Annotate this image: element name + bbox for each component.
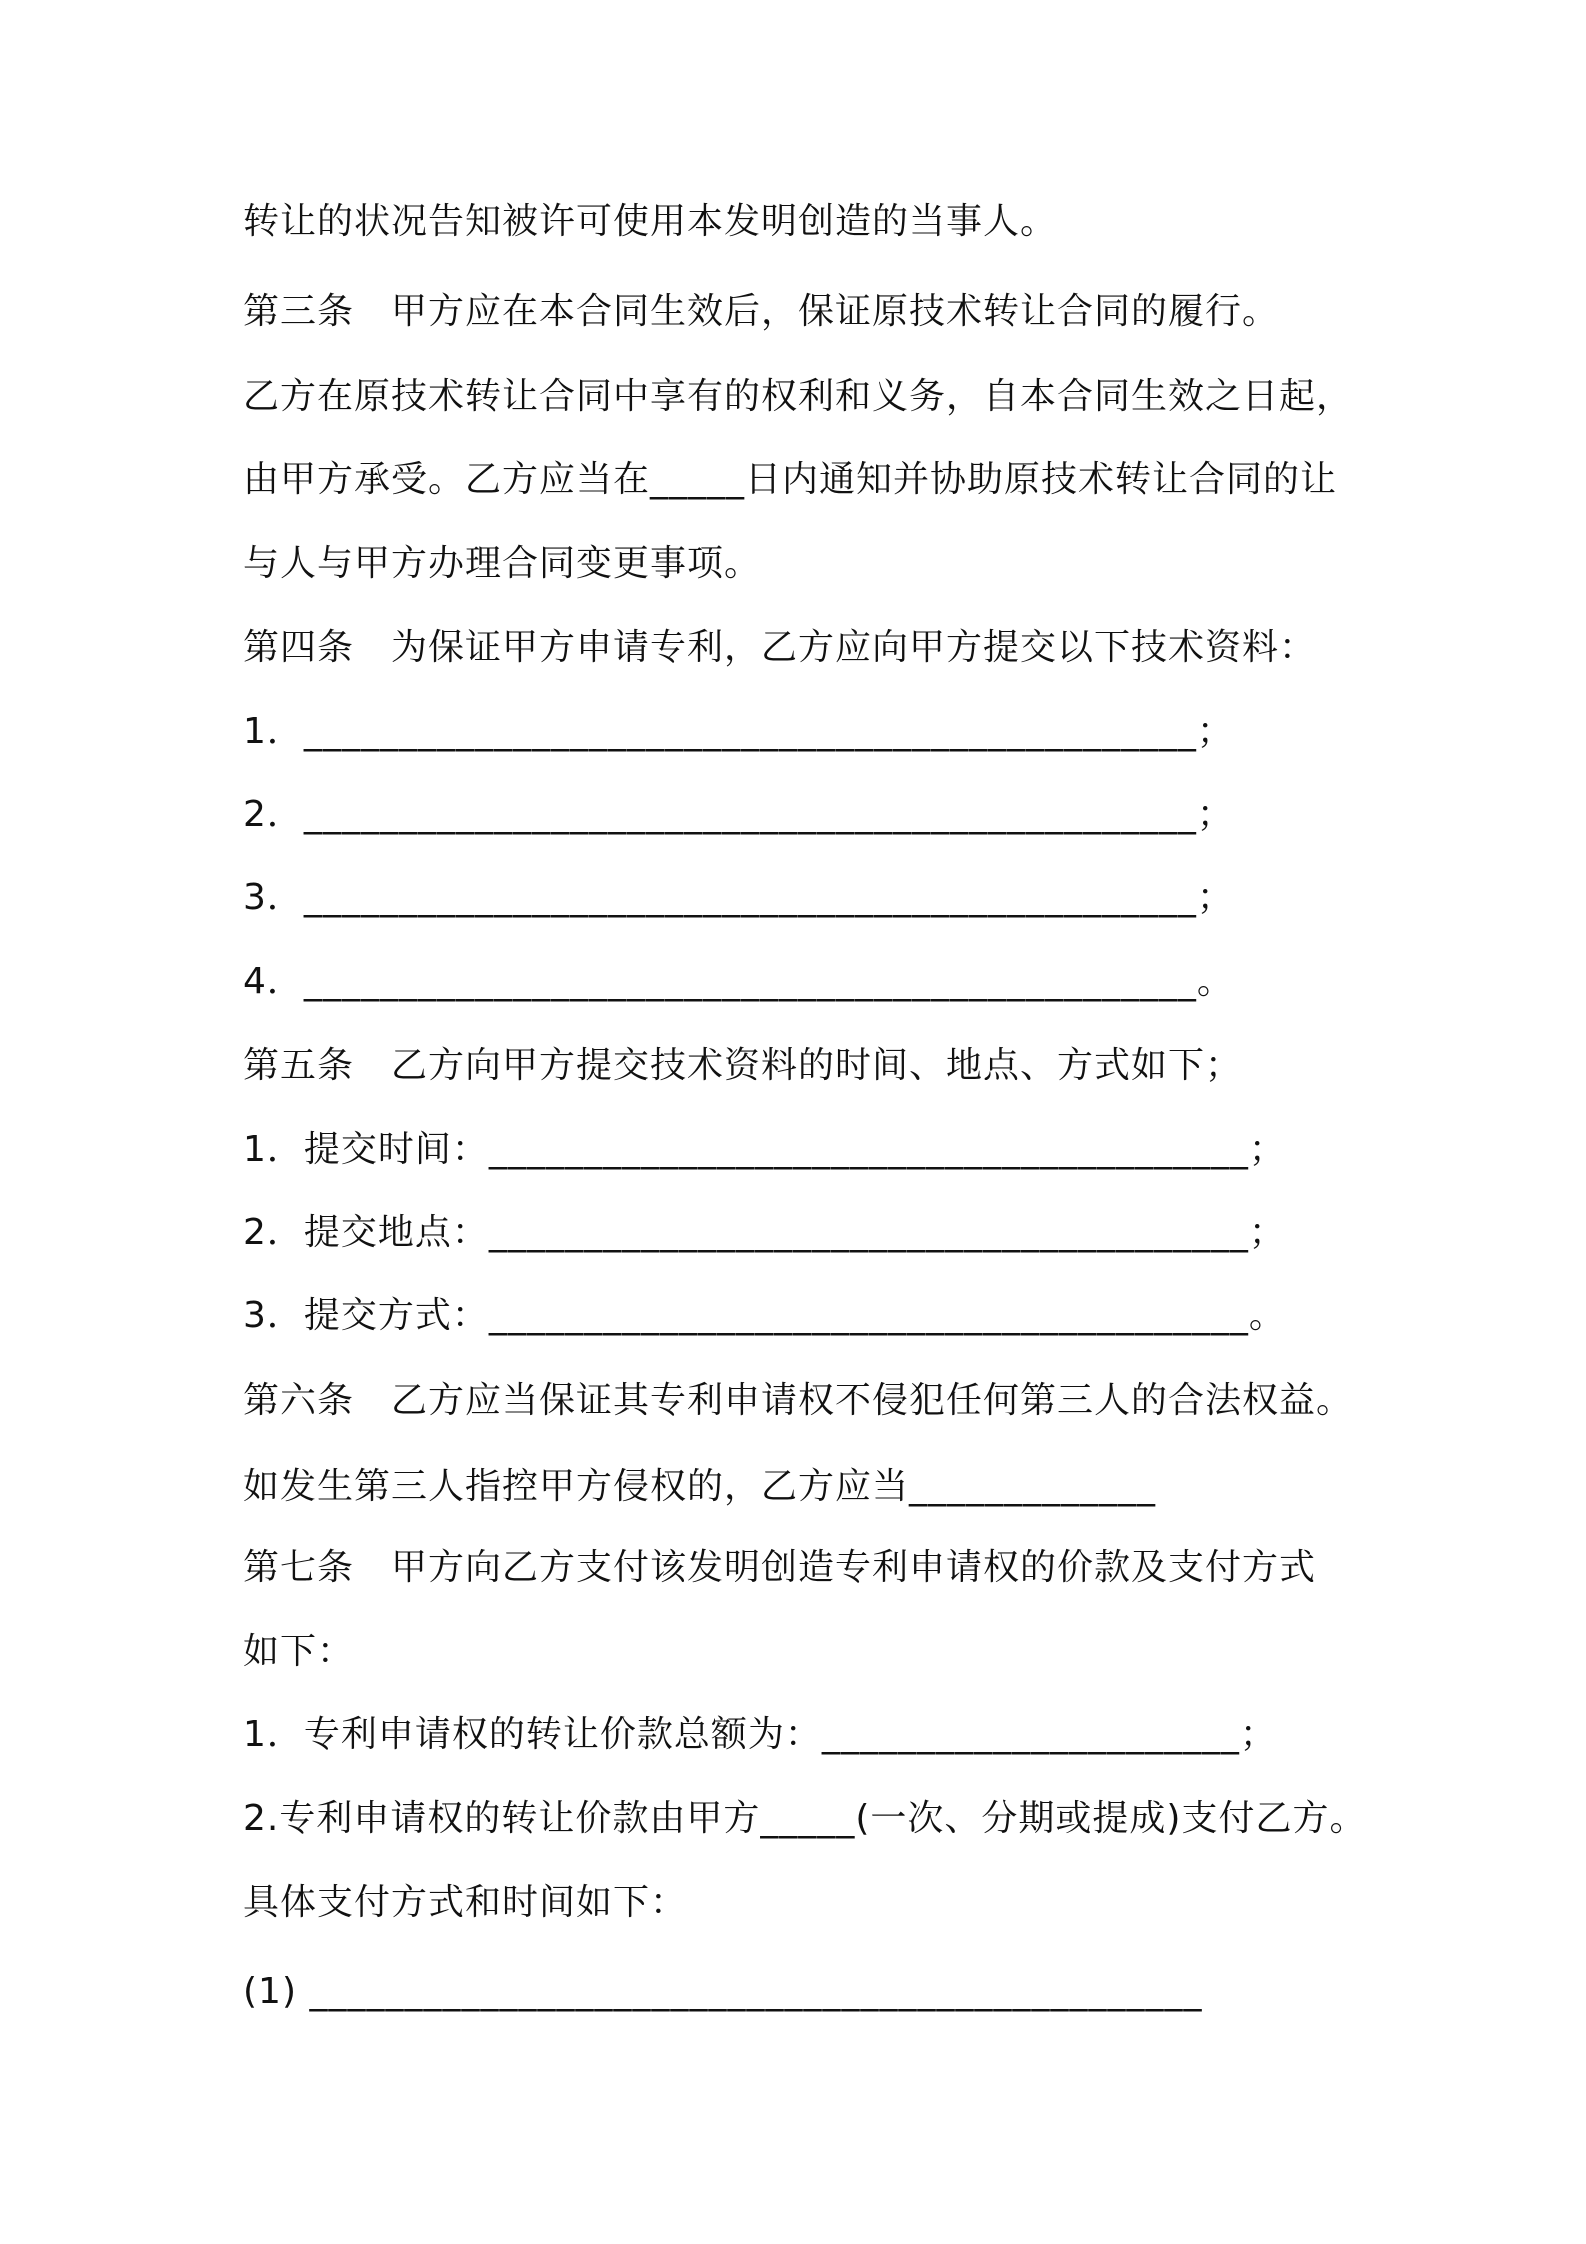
text-line: 乙方在原技术转让合同中享有的权利和义务，自本合同生效之日起， <box>243 376 1354 417</box>
text-line: 如下： <box>243 1631 355 1672</box>
article-6-heading: 第六条 乙方应当保证其专利申请权不侵犯任何第三人的合法权益。 <box>243 1380 1354 1421</box>
list-item: 2．_______________________________________________； <box>243 794 1234 835</box>
article-5-heading: 第五条 乙方向甲方提交技术资料的时间、地点、方式如下； <box>243 1045 1243 1086</box>
list-item: 4．_______________________________________________。 <box>243 961 1234 1002</box>
list-item: 3．提交方式：________________________________________。 <box>243 1295 1286 1336</box>
text-line: 具体支付方式和时间如下： <box>243 1882 688 1923</box>
list-item: 2．提交地点：________________________________________； <box>243 1212 1286 1253</box>
text-line: 转让的状况告知被许可使用本发明创造的当事人。 <box>243 201 1058 242</box>
list-item: 1．提交时间：________________________________________； <box>243 1129 1286 1170</box>
list-item: 1．专利申请权的转让价款总额为：______________________； <box>243 1714 1277 1755</box>
list-item: 1．_______________________________________________； <box>243 711 1234 752</box>
article-4-heading: 第四条 为保证甲方申请专利，乙方应向甲方提交以下技术资料： <box>243 627 1317 668</box>
text-line: 如发生第三人指控甲方侵权的，乙方应当_____________ <box>243 1466 1157 1507</box>
list-item: 3．_______________________________________________； <box>243 877 1234 918</box>
text-line: 由甲方承受。乙方应当在_____日内通知并协助原技术转让合同的让 <box>243 459 1338 500</box>
list-item: (1) _______________________________________________ <box>243 1971 1203 2012</box>
text-line: 与人与甲方办理合同变更事项。 <box>243 543 762 584</box>
article-7-heading: 第七条 甲方向乙方支付该发明创造专利申请权的价款及支付方式 <box>243 1547 1317 1588</box>
list-item: 2.专利申请权的转让价款由甲方_____(一次、分期或提成)支付乙方。 <box>243 1798 1367 1839</box>
article-3-heading: 第三条 甲方应在本合同生效后，保证原技术转让合同的履行。 <box>243 291 1280 332</box>
